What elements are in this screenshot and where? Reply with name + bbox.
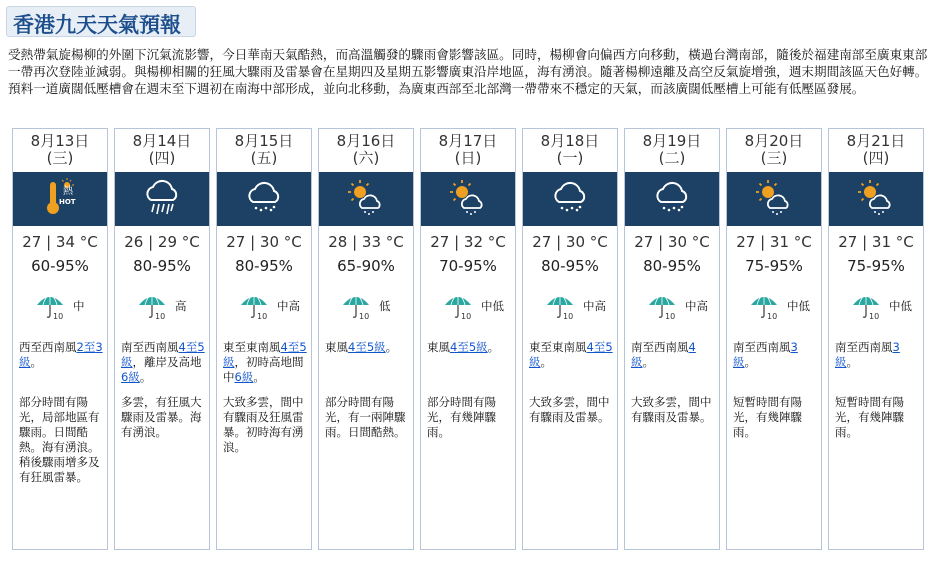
- forecast-date: 8月14日: [132, 132, 192, 150]
- psr-level: 中低: [787, 299, 810, 313]
- umbrella-icon: [341, 291, 375, 321]
- weather-description: 大致多雲，間中有驟雨及狂風雷暴。初時海有湧浪。: [223, 395, 304, 454]
- weather-description: 部分時間有陽光，局部地區有驟雨。日間酷熱。海有湧浪。稍後驟雨增多及有狂風雷暴。: [19, 395, 100, 484]
- wind-text: 。: [385, 340, 398, 354]
- weather-description: 部分時間有陽光，有一兩陣驟雨。日間酷熱。: [325, 395, 406, 439]
- day-card: [828, 128, 924, 550]
- page-title-box: [6, 6, 196, 37]
- wind-forecast: [19, 340, 103, 370]
- wind-text: 。: [487, 340, 500, 354]
- temperature-range: 27 | 30 °C: [532, 233, 608, 251]
- wind-force-link[interactable]: 5級: [223, 340, 307, 369]
- wind-text: 東風: [325, 340, 348, 354]
- weather-description: 大致多雲，間中有驟雨及雷暴。: [631, 395, 712, 424]
- hot-icon: [37, 176, 83, 222]
- forecast-weekday: (一): [556, 149, 584, 167]
- wind-force-link[interactable]: 級: [631, 355, 643, 369]
- hot-label: 熱: [63, 186, 73, 197]
- forecast-weekday: (三): [760, 149, 788, 167]
- wind-forecast: [121, 340, 205, 385]
- wind-forecast: [529, 340, 613, 370]
- wind-text: 。: [744, 355, 756, 369]
- wind-force-link[interactable]: 5級: [529, 340, 613, 369]
- psr-level: 高: [175, 299, 187, 313]
- humidity-range: 60-95%: [31, 257, 89, 275]
- weather-icon-band: [319, 172, 413, 226]
- svg-text:10: 10: [767, 312, 778, 321]
- forecast-weekday: (六): [352, 149, 380, 167]
- umbrella-icon: [647, 291, 681, 321]
- wind-forecast: [631, 340, 715, 370]
- psr-level: 中低: [481, 299, 504, 313]
- weather-icon-band: [829, 172, 923, 226]
- humidity-range: 65-90%: [337, 257, 395, 275]
- umbrella-icon: [35, 291, 69, 321]
- psr-level: 低: [379, 299, 391, 313]
- wind-forecast: [733, 340, 817, 370]
- wind-force-link[interactable]: 4至: [586, 340, 606, 354]
- wind-text: 西至西南風: [19, 340, 77, 354]
- temperature-range: 27 | 34 °C: [22, 233, 98, 251]
- day-card: [624, 128, 720, 550]
- wind-text: 。: [540, 355, 552, 369]
- hot-sublabel: HOT: [59, 198, 76, 206]
- weather-description: 短暫時間有陽光，有幾陣驟雨。: [835, 395, 904, 439]
- page-title: 香港九天天氣預報: [13, 13, 181, 37]
- wind-force-link[interactable]: 2至: [76, 340, 96, 354]
- weather-description: 大致多雲，間中有驟雨及雷暴。: [529, 395, 610, 424]
- wind-text: 東風: [427, 340, 450, 354]
- day-card: [420, 128, 516, 550]
- rain-probability: [647, 291, 708, 321]
- wind-force-link[interactable]: 5級: [366, 340, 386, 354]
- day-card: [114, 128, 210, 550]
- wind-forecast: [835, 340, 919, 370]
- temperature-range: 27 | 30 °C: [226, 233, 302, 251]
- sun-cloud-showers-icon: [853, 176, 899, 222]
- svg-text:10: 10: [53, 312, 64, 321]
- humidity-range: 80-95%: [643, 257, 701, 275]
- humidity-range: 80-95%: [541, 257, 599, 275]
- wind-text: 。: [846, 355, 858, 369]
- forecast-grid: [12, 128, 932, 550]
- weather-icon-band: [727, 172, 821, 226]
- wind-text: 南至西南風: [631, 340, 689, 354]
- svg-text:10: 10: [359, 312, 370, 321]
- svg-text:10: 10: [869, 312, 880, 321]
- wind-force-link[interactable]: 5級: [121, 340, 205, 369]
- rain-icon: [241, 176, 287, 222]
- humidity-range: 70-95%: [439, 257, 497, 275]
- forecast-weekday: (四): [148, 149, 176, 167]
- humidity-range: 80-95%: [133, 257, 191, 275]
- svg-text:10: 10: [665, 312, 676, 321]
- weather-icon-band: [115, 172, 209, 226]
- temperature-range: 27 | 30 °C: [634, 233, 710, 251]
- temperature-range: 27 | 31 °C: [736, 233, 812, 251]
- forecast-date: 8月18日: [540, 132, 600, 150]
- rain-probability: [137, 291, 187, 321]
- weather-icon-band: [421, 172, 515, 226]
- forecast-date: 8月20日: [744, 132, 804, 150]
- wind-forecast: [325, 340, 409, 355]
- psr-level: 中: [73, 299, 85, 313]
- wind-text: 。: [139, 370, 152, 384]
- humidity-range: 80-95%: [235, 257, 293, 275]
- rain-probability: [35, 291, 85, 321]
- wind-text: 。: [642, 355, 654, 369]
- sun-cloud-showers-icon: [445, 176, 491, 222]
- forecast-weekday: (三): [46, 149, 74, 167]
- wind-force-link[interactable]: 4至: [348, 340, 367, 354]
- wind-text: 南至西南風: [835, 340, 893, 354]
- wind-text: ，初時高地間中: [223, 355, 304, 384]
- rain-probability: [749, 291, 810, 321]
- psr-level: 中高: [583, 299, 606, 313]
- umbrella-icon: [545, 291, 579, 321]
- umbrella-icon: [137, 291, 171, 321]
- wind-force-link[interactable]: 6級: [121, 370, 140, 384]
- day-card: [318, 128, 414, 550]
- weather-icon-band: [13, 172, 107, 226]
- weather-description: 部分時間有陽光，有幾陣驟雨。: [427, 395, 496, 439]
- forecast-weekday: (四): [862, 149, 890, 167]
- rain-icon: [649, 176, 695, 222]
- day-card: [522, 128, 618, 550]
- forecast-date: 8月13日: [30, 132, 90, 150]
- svg-text:10: 10: [461, 312, 472, 321]
- temperature-range: 27 | 31 °C: [838, 233, 914, 251]
- svg-text:10: 10: [155, 312, 166, 321]
- forecast-date: 8月17日: [438, 132, 498, 150]
- humidity-range: 75-95%: [745, 257, 803, 275]
- wind-force-link[interactable]: 4至: [280, 340, 300, 354]
- humidity-range: 75-95%: [847, 257, 905, 275]
- wind-forecast: [427, 340, 511, 355]
- psr-level: 中高: [277, 299, 300, 313]
- wind-force-link[interactable]: 3: [790, 340, 798, 354]
- weather-icon-band: [523, 172, 617, 226]
- svg-text:10: 10: [257, 312, 268, 321]
- forecast-date: 8月21日: [846, 132, 906, 150]
- forecast-date: 8月15日: [234, 132, 294, 150]
- forecast-date: 8月19日: [642, 132, 702, 150]
- rain-probability: [545, 291, 606, 321]
- temperature-range: 26 | 29 °C: [124, 233, 200, 251]
- umbrella-icon: [443, 291, 477, 321]
- wind-text: 。: [253, 370, 265, 384]
- umbrella-icon: [851, 291, 885, 321]
- wind-force-link[interactable]: 4: [688, 340, 696, 354]
- forecast-date: 8月16日: [336, 132, 396, 150]
- weather-icon-band: [625, 172, 719, 226]
- rain-probability: [341, 291, 391, 321]
- wind-force-link[interactable]: 3: [892, 340, 900, 354]
- wind-force-link[interactable]: 級: [733, 355, 745, 369]
- wind-force-link[interactable]: 5級: [468, 340, 488, 354]
- forecast-weekday: (五): [250, 149, 278, 167]
- temperature-range: 27 | 32 °C: [430, 233, 506, 251]
- temperature-range: 28 | 33 °C: [328, 233, 404, 251]
- wind-text: 。: [30, 355, 42, 369]
- sun-cloud-showers-icon: [343, 176, 389, 222]
- wind-forecast: [223, 340, 307, 385]
- umbrella-icon: [749, 291, 783, 321]
- wind-force-link[interactable]: 4至: [450, 340, 469, 354]
- forecast-weekday: (日): [454, 149, 482, 167]
- heavy-rain-icon: [139, 176, 185, 222]
- wind-force-link[interactable]: 3級: [19, 340, 103, 369]
- wind-force-link[interactable]: 6級: [234, 370, 254, 384]
- weather-description: 多雲，有狂風大驟雨及雷暴。海有湧浪。: [121, 395, 202, 439]
- weather-description: 短暫時間有陽光，有幾陣驟雨。: [733, 395, 802, 439]
- wind-text: 南至西南風: [121, 340, 179, 354]
- wind-force-link[interactable]: 4至: [178, 340, 198, 354]
- forecast-weekday: (二): [658, 149, 686, 167]
- day-card: [12, 128, 108, 550]
- wind-text: 南至西南風: [733, 340, 791, 354]
- svg-text:10: 10: [563, 312, 574, 321]
- rain-probability: [851, 291, 912, 321]
- day-card: [726, 128, 822, 550]
- rain-probability: [239, 291, 300, 321]
- sun-cloud-showers-icon: [751, 176, 797, 222]
- umbrella-icon: [239, 291, 273, 321]
- rain-probability: [443, 291, 504, 321]
- wind-force-link[interactable]: 級: [835, 355, 847, 369]
- wind-text: 東至東南風: [529, 340, 587, 354]
- wind-text: ，離岸及高地: [132, 355, 202, 369]
- psr-level: 中低: [889, 299, 912, 313]
- wind-text: 東至東南風: [223, 340, 281, 354]
- forecast-summary: 受熱帶氣旋楊柳的外圍下沉氣流影響，今日華南天氣酷熱，而高溫觸發的驟雨會影響該區。同時，楊柳會向偏西方向移動，橫過台灣南部，隨後於福建南部至廣東東部一帶再次登陸並減弱。與楊柳相關的狂風大驟雨及雷暴會在星期四及星期五影響廣東沿岸地區，海有湧浪。隨著楊柳遠離及高空反氣旋增強，週末期間該區天色好轉。預料一道廣闊低壓槽會在週末至下週初在南海中部形成，並向北移動，為廣東西部至北部灣一帶帶來不穩定的天氣，而該廣闊低壓槽上可能有低壓區發展。: [8, 47, 928, 96]
- psr-level: 中高: [685, 299, 708, 313]
- weather-icon-band: [217, 172, 311, 226]
- rain-icon: [547, 176, 593, 222]
- day-card: [216, 128, 312, 550]
